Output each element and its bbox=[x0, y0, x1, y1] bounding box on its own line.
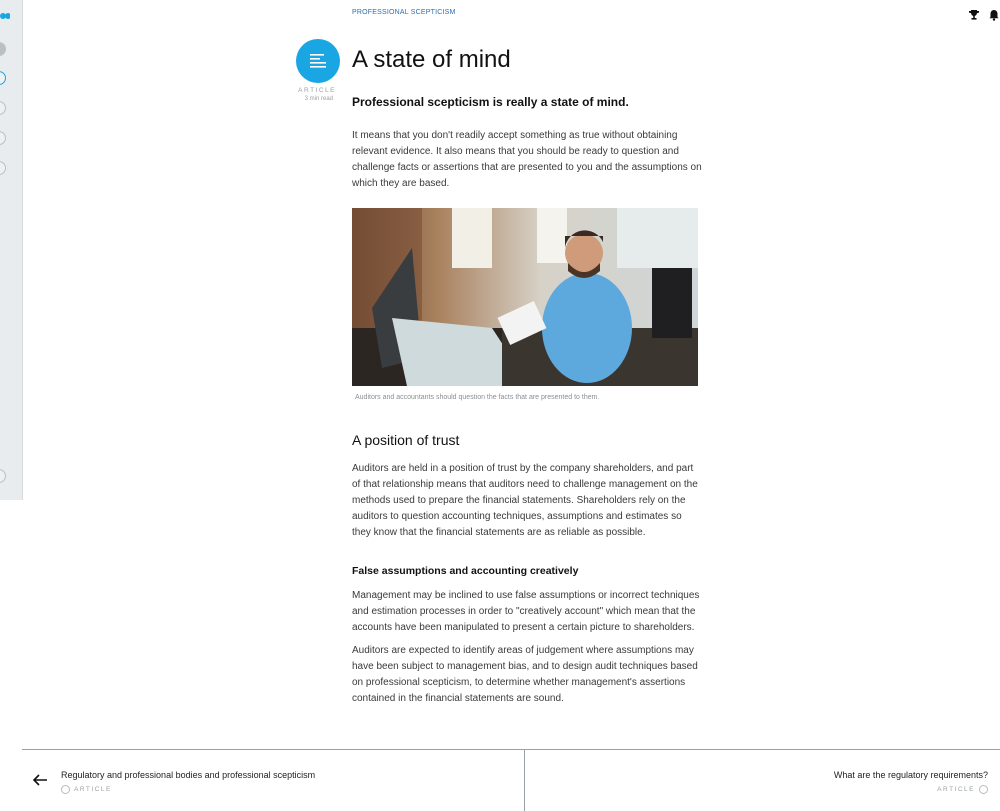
step-dot-4[interactable] bbox=[0, 131, 6, 145]
article-nav-footer bbox=[22, 749, 1000, 811]
top-toolbar bbox=[968, 8, 1000, 20]
article-type-icon bbox=[61, 785, 70, 794]
next-article-type: ARTICLE bbox=[937, 786, 975, 793]
intro-paragraph: It means that you don't readily accept something as true without obtaining relevant evidence. It also means that you should be ready to question and challenge facts or assertions that are presented to you and the assumptions on which they are based. bbox=[352, 130, 702, 189]
image-caption: Auditors and accountants should question the facts that are presented to them. bbox=[355, 394, 600, 401]
section-heading-trust: A position of trust bbox=[352, 432, 460, 448]
logo-icon bbox=[0, 11, 10, 21]
arrow-left-icon bbox=[32, 772, 48, 788]
article-photo bbox=[352, 208, 698, 386]
section-paragraph-assumptions-2: Auditors are expected to identify areas of judgement where assumptions may have been subject to management bias, and to design audit techniques based on professional scepticism, to determine whether management's assertions contained in the financial statements are sound. bbox=[352, 645, 698, 704]
article-lines-icon bbox=[296, 39, 340, 83]
trophy-icon[interactable] bbox=[968, 8, 980, 20]
read-time: 3 min read bbox=[304, 96, 333, 102]
step-dot-3[interactable] bbox=[0, 101, 6, 115]
article-badge bbox=[296, 39, 340, 83]
step-dot-2[interactable] bbox=[0, 71, 6, 85]
section-paragraph-trust: Auditors are held in a position of trust by the company shareholders, and part of that relationship means that auditors need to challenge management on the methods used to prepare the financial statements. Shareholders rely on the auditors to question accounting techniques, assumptions and estimates so they know that the financial statements are as reliable as possible. bbox=[352, 463, 698, 538]
lead-text: Professional scepticism is really a state of mind. bbox=[352, 95, 629, 109]
page-title: A state of mind bbox=[352, 46, 511, 73]
previous-article-type: ARTICLE bbox=[74, 786, 112, 793]
section-heading-assumptions: False assumptions and accounting creatively bbox=[352, 565, 579, 577]
article-type-icon bbox=[979, 785, 988, 794]
bell-icon[interactable] bbox=[988, 8, 1000, 20]
step-dot-1[interactable] bbox=[0, 42, 6, 56]
next-article-title: What are the regulatory requirements? bbox=[833, 770, 988, 780]
next-article-link[interactable] bbox=[525, 750, 1000, 811]
previous-article-link[interactable] bbox=[22, 750, 524, 811]
content-type-label: ARTICLE bbox=[298, 87, 336, 94]
next-article-type-row bbox=[937, 785, 988, 794]
article-content bbox=[352, 44, 702, 707]
step-dot-end[interactable] bbox=[0, 469, 6, 483]
step-dot-5[interactable] bbox=[0, 161, 6, 175]
progress-rail bbox=[0, 0, 23, 500]
previous-article-type-row bbox=[61, 785, 112, 794]
section-paragraph-assumptions-1: Management may be inclined to use false assumptions or incorrect techniques and estimation processes in order to "creatively account" which mean that the accounts have been manipulated to present a certain picture to shareholders. bbox=[352, 590, 700, 633]
category-label[interactable]: PROFESSIONAL SCEPTICISM bbox=[352, 9, 456, 16]
previous-article-title: Regulatory and professional bodies and professional scepticism bbox=[61, 770, 316, 780]
